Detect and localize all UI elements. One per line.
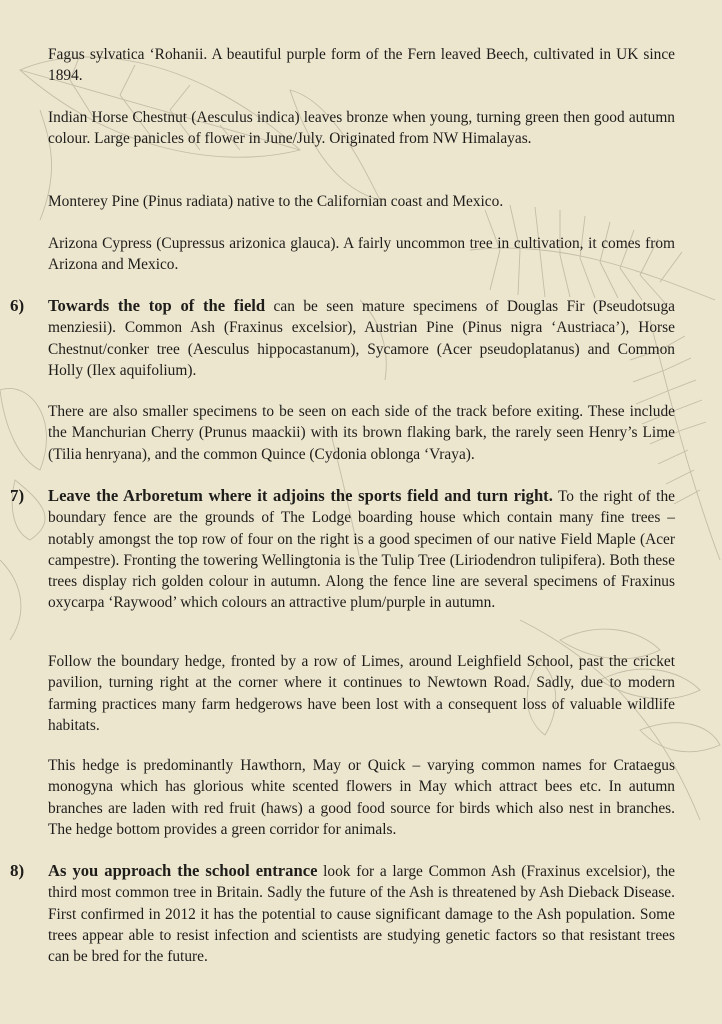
section-8-text: look for a large Common Ash (Fraxinus excelsior), the third most common tree in Britain. Sadly the future of the Ash is threatened by Ash Dieback Disease. First confirmed in 2012 it has the potential to cause significant damage to the Ash population. Some trees appear able to resist infection and scientists are studying genetic factors so that resistant trees can be bred for the future. xyxy=(48,863,675,966)
section-6-paragraph xyxy=(48,295,675,381)
tree-note-indian-horse-chestnut: Indian Horse Chestnut (Aesculus indica) leaves bronze when young, turning green then good autumn colour. Large panicles of flower in June/July. Originated from NW Himalayas. xyxy=(48,109,675,148)
section-6-paragraph-2: There are also smaller specimens to be seen on each side of the track before exiting. These include the Manchurian Cherry (Prunus maackii) with its brown flaking bark, the rarely seen Henry’s Lime (Tilia henryana), and the common Quince (Cydonia oblonga ‘Vraya). xyxy=(48,403,675,463)
section-8-heading: As you approach the school entrance xyxy=(48,861,318,880)
tree-note-fagus: Fagus sylvatica ‘Rohanii. A beautiful purple form of the Fern leaved Beech, cultivated in UK since 1894. xyxy=(48,46,675,85)
tree-note-monterey-pine: Monterey Pine (Pinus radiata) native to the Californian coast and Mexico. xyxy=(48,193,504,210)
section-number-8: 8) xyxy=(10,861,25,880)
tree-note-arizona-cypress: Arizona Cypress (Cupressus arizonica glauca). A fairly uncommon tree in cultivation, it comes from Arizona and Mexico. xyxy=(48,235,675,274)
section-6-text: can be seen mature specimens of Douglas Fir (Pseudotsuga menziesii). Common Ash (Fraxinus excelsior), Austrian Pine (Pinus nigra ‘Austriaca’), Horse Chestnut/conker tree (Aesculus hippocastanum), Sycamore (Acer pseudoplatanus) and Common Holly (Ilex aquifolium). xyxy=(48,298,676,379)
section-number-6: 6) xyxy=(10,296,25,315)
section-number-7: 7) xyxy=(10,486,25,505)
section-7-text: To the right of the boundary fence are the grounds of The Lodge boarding house which contain many fine trees – notably amongst the top row of four on the right is a good specimen of our native Field Maple (Acer campestre). Fronting the towering Wellingtonia is the Tulip Tree (Liriodendron tulipifera). Both these trees display rich golden colour in autumn. Along the fence line are several specimens of Fraxinus oxycarpa ‘Raywood’ which colours an attractive plum/purple in autumn. xyxy=(48,488,675,612)
section-6-heading: Towards the top of the field xyxy=(48,296,266,315)
section-7-paragraph-2: Follow the boundary hedge, fronted by a row of Limes, around Leighfield School, past the cricket pavilion, turning right at the corner where it continues to Newtown Road. Sadly, due to modern farming practices many farm hedgerows have been lost with a consequent loss of valuable wildlife habitats. xyxy=(48,653,675,734)
section-7-paragraph xyxy=(48,485,675,614)
section-7-heading: Leave the Arboretum where it adjoins the sports field and turn right. xyxy=(48,486,553,505)
section-7-paragraph-3: This hedge is predominantly Hawthorn, May or Quick – varying common names for Crataegus monogyna which has glorious white scented flowers in May which attract bees etc. In autumn branches are laden with red fruit (haws) a good food source for birds which also nest in branches. The hedge bottom provides a green corridor for animals. xyxy=(48,757,675,838)
section-8-paragraph xyxy=(48,860,675,967)
